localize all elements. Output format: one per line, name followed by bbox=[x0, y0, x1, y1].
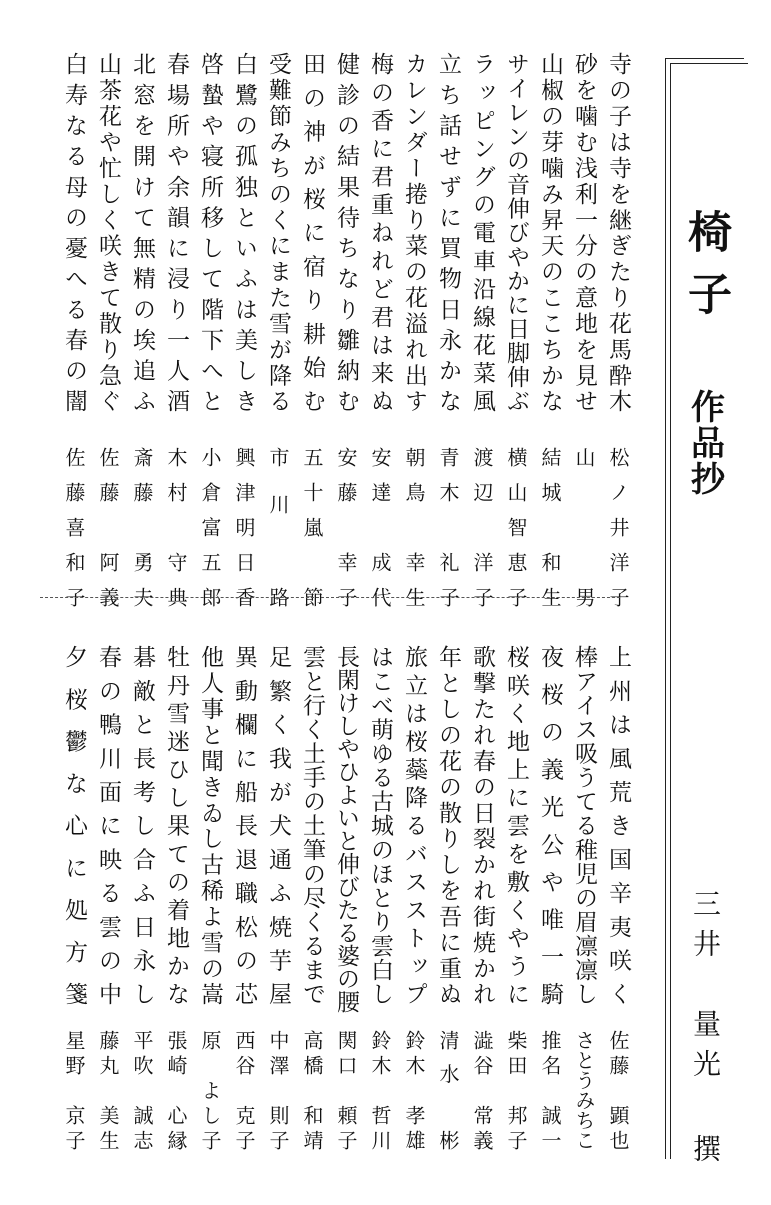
haiku-text: 碁敵と長考し合ふ日永し bbox=[129, 645, 155, 1005]
haiku-entry bbox=[360, 645, 400, 1205]
haiku-entry bbox=[394, 645, 434, 1205]
haiku-entry bbox=[258, 52, 298, 612]
haiku-entry bbox=[190, 645, 230, 1205]
page-subtitle: 作品抄 bbox=[684, 389, 725, 497]
page-title: 椅子 bbox=[680, 209, 731, 333]
poet-name: 木村 守典 bbox=[164, 447, 188, 607]
haiku-entry bbox=[360, 52, 400, 612]
haiku-text: はこべ萌ゆる古城のほとり雲白し bbox=[367, 645, 393, 1005]
haiku-entry bbox=[88, 52, 128, 612]
poet-name: 斎藤 勇夫 bbox=[130, 447, 154, 607]
haiku-entry bbox=[564, 52, 604, 612]
haiku-text: サイレンの音伸びやかに日脚伸ぶ bbox=[503, 52, 529, 412]
haiku-entry bbox=[224, 645, 264, 1205]
poet-name: 藤丸 美生 bbox=[96, 1030, 120, 1150]
haiku-text: 足繁く我が犬通ふ焼芋屋 bbox=[265, 645, 291, 1005]
poet-name: 佐藤 顕也 bbox=[606, 1030, 630, 1150]
haiku-entry bbox=[496, 52, 536, 612]
poet-name: 五十嵐 節 bbox=[300, 447, 324, 607]
poet-name: 安藤 幸子 bbox=[334, 447, 358, 607]
poet-name: 佐藤喜和子 bbox=[62, 447, 86, 607]
haiku-text: 雲と行く土手の土筆の尽くるまで bbox=[299, 645, 325, 1005]
haiku-text: 立ち話せずに買物日永かな bbox=[435, 52, 461, 412]
haiku-entry bbox=[326, 645, 366, 1205]
poet-name: 西谷 克子 bbox=[232, 1030, 256, 1150]
haiku-entry bbox=[428, 645, 468, 1205]
haiku-entry bbox=[156, 645, 196, 1205]
poet-name: 星野 京子 bbox=[62, 1030, 86, 1150]
haiku-text: 他人事と聞きゐし古稀よ雪の嵩 bbox=[197, 645, 223, 1005]
poet-name: 小倉富五郎 bbox=[198, 447, 222, 607]
haiku-text: 山茶花や忙しく咲きて散り急ぐ bbox=[95, 52, 121, 412]
haiku-entry bbox=[428, 52, 468, 612]
haiku-text: 夜桜の義光公や唯一騎 bbox=[537, 645, 563, 1005]
haiku-text: ラッピングの電車沿線花菜風 bbox=[469, 52, 495, 412]
haiku-entry bbox=[88, 645, 128, 1205]
poet-name: 山 男 bbox=[572, 447, 596, 607]
haiku-entry bbox=[122, 645, 162, 1205]
haiku-entry bbox=[224, 52, 264, 612]
haiku-text: 砂を噛む浅利一分の意地を見せ bbox=[571, 52, 597, 412]
haiku-entry bbox=[292, 52, 332, 612]
poet-name: 推名 誠一 bbox=[538, 1030, 562, 1150]
haiku-text: 春の鴨川面に映る雲の中 bbox=[95, 645, 121, 1005]
haiku-entry bbox=[530, 645, 570, 1205]
poet-name: 横山智恵子 bbox=[504, 447, 528, 607]
poet-name: 鈴木 哲川 bbox=[368, 1030, 392, 1150]
poet-name: 柴田 邦子 bbox=[504, 1030, 528, 1150]
poet-name: 関口 頼子 bbox=[334, 1030, 358, 1150]
haiku-text: 山椒の芽噛み昇天のここちかな bbox=[537, 52, 563, 412]
poet-name: 結城 和生 bbox=[538, 447, 562, 607]
haiku-text: 寺の子は寺を継ぎたり花馬酔木 bbox=[605, 52, 631, 412]
haiku-text: 白鷺の孤独といふは美しき bbox=[231, 52, 257, 412]
poet-name: 高橋 和靖 bbox=[300, 1030, 324, 1150]
selector-name: 三井 量光 bbox=[689, 889, 722, 1089]
poet-name: 市川 路 bbox=[266, 447, 290, 607]
haiku-text: 歌撃たれ春の日裂かれ街焼かれ bbox=[469, 645, 495, 1005]
poet-name: 鈴木 孝雄 bbox=[402, 1030, 426, 1150]
haiku-entry bbox=[156, 52, 196, 612]
poet-name: 松ノ井洋子 bbox=[606, 447, 630, 607]
poet-name: 渡辺 洋子 bbox=[470, 447, 494, 607]
haiku-entry bbox=[54, 52, 94, 612]
haiku-text: 年としの花の散りしを吾に重ぬ bbox=[435, 645, 461, 1005]
haiku-text: 旅立は桜蘂降るバスストップ bbox=[401, 645, 427, 1005]
haiku-entry bbox=[598, 52, 638, 612]
haiku-entry bbox=[394, 52, 434, 612]
haiku-entry bbox=[598, 645, 638, 1205]
haiku-text: 白寿なる母の憂へる春の闇 bbox=[61, 52, 87, 412]
haiku-text: 啓蟄や寝所移して階下へと bbox=[197, 52, 223, 412]
haiku-entry bbox=[54, 645, 94, 1205]
poet-name: 清水 彬 bbox=[436, 1030, 460, 1150]
poet-name: 張崎 心縁 bbox=[164, 1030, 188, 1150]
poet-name: 平吹 誠志 bbox=[130, 1030, 154, 1150]
poet-name: 中澤 則子 bbox=[266, 1030, 290, 1150]
haiku-text: 健診の結果待ちなり雛納む bbox=[333, 52, 359, 412]
poet-name: 安達 成代 bbox=[368, 447, 392, 607]
haiku-text: 北窓を開けて無精の埃追ふ bbox=[129, 52, 155, 412]
poet-name: 原 よし子 bbox=[198, 1030, 222, 1150]
haiku-text: 桜咲く地上に雲を敷くやうに bbox=[503, 645, 529, 1005]
haiku-text: 田の神が桜に宿り耕始む bbox=[299, 52, 325, 412]
haiku-entry bbox=[530, 52, 570, 612]
poet-name: 興津明日香 bbox=[232, 447, 256, 607]
haiku-text: カレンダー捲り菜の花溢れ出す bbox=[401, 52, 427, 412]
poet-name: 朝鳥 幸生 bbox=[402, 447, 426, 607]
haiku-text: 牡丹雪迷ひし果ての着地かな bbox=[163, 645, 189, 1005]
haiku-text: 長閑けしやひよいと伸びたる婆の腰 bbox=[333, 645, 359, 1013]
haiku-text: 異動欄に船長退職松の芯 bbox=[231, 645, 257, 1005]
haiku-text: 春場所や余韻に浸り一人酒 bbox=[163, 52, 189, 412]
haiku-entry bbox=[292, 645, 332, 1205]
poet-name: 佐藤 阿義 bbox=[96, 447, 120, 607]
haiku-text: 梅の香に君重ねれど君は来ぬ bbox=[367, 52, 393, 412]
haiku-entry bbox=[190, 52, 230, 612]
haiku-entry bbox=[258, 645, 298, 1205]
haiku-entry bbox=[122, 52, 162, 612]
haiku-entry bbox=[496, 645, 536, 1205]
poet-name: 青木 礼子 bbox=[436, 447, 460, 607]
haiku-text: 上州は風荒き国辛夷咲く bbox=[605, 645, 631, 1005]
haiku-text: 棒アイス吸うてる稚児の眉凛凛し bbox=[571, 645, 597, 1005]
haiku-entry bbox=[462, 52, 502, 612]
selector-role: 撰 bbox=[689, 1134, 722, 1162]
haiku-entry bbox=[564, 645, 604, 1205]
haiku-entry bbox=[326, 52, 366, 612]
poet-name: 澁谷 常義 bbox=[470, 1030, 494, 1150]
haiku-text: 夕桜鬱な心に処方箋 bbox=[61, 645, 87, 1005]
haiku-entry bbox=[462, 645, 502, 1205]
poet-name: さとうみちこ bbox=[572, 1030, 596, 1150]
title-panel bbox=[665, 58, 744, 1162]
section-divider bbox=[40, 597, 620, 598]
haiku-text: 受難節みちのくにまた雪が降る bbox=[265, 52, 291, 412]
